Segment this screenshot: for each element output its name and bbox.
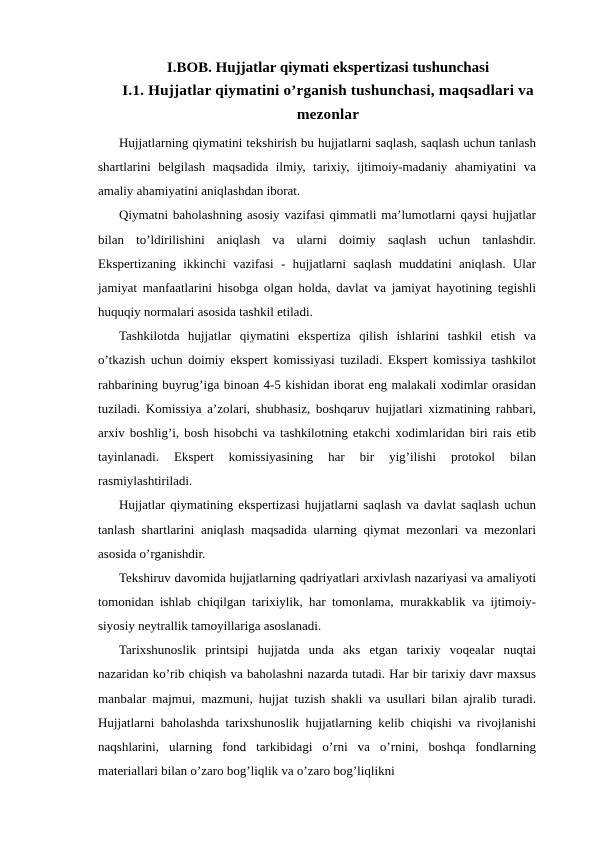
paragraph: Hujjatlarning qiymatini tekshirish bu hujjatlarni saqlash, saqlash uchun tanlash shartlarini belgilash maqsadida ilmiy, tarixiy, ijtimoiy-madaniy ahamiyatini va amaliy ahamiyatini aniqlashdan iborat. xyxy=(98,135,536,199)
paragraph: Tarixshunoslik printsipi hujjatda unda aks etgan tarixiy voqealar nuqtai nazaridan ko’rib chiqish va baholashni nazarda tutadi. Har bir tarixiy davr maxsus manbalar majmui, mazmuni, hujjat tuzish shakli va usullari bilan ajralib turadi. Hujjatlarni baholashda tarixshunoslik hujjatlarning kelib chiqishi va rivojlanishi naqshlarini, ularning fond tarkibidagi o’rni va o’rnini, boshqa fondlarning materiallari bilan o’zaro bog’liqlik va o’zaro bog’liqlikni xyxy=(98,642,536,779)
paragraph: Hujjatlar qiymatining ekspertizasi hujjatlarni saqlash va davlat saqlash uchun tanlash shartlarini aniqlash maqsadida ularning qiymat mezonlari va mezonlari asosida o’rganishdir. xyxy=(98,497,536,561)
paragraph: Qiymatni baholashning asosiy vazifasi qimmatli ma’lumotlarni qaysi hujjatlar bilan to’ldirilishini aniqlash va ularni doimiy saqlash uchun tanlashdir. Ekspertizaning ikkinchi vazifasi - hujjatlarni saqlash muddatini aniqlash. Ular jamiyat manfaatlarini hisobga olgan holda, davlat va jamiyat hayotining tegishli huquqiy normalari asosida tashkil etiladi. xyxy=(98,207,536,320)
body-text xyxy=(98,131,536,783)
section-title: I.1. Hujjatlar qiymatini o’rganish tushunchasi, maqsadlari va mezonlar xyxy=(122,82,534,123)
paragraph: Tashkilotda hujjatlar qiymatini ekspertiza qilish ishlarini tashkil etish va o’tkazish uchun doimiy ekspert komissiyasi tuziladi. Ekspert komissiya tashkilot rahbarining buyrug’iga binoan 4-5 kishidan iborat eng malakali xodimlar orasidan tuziladi. Komissiya a’zolari, shubhasiz, boshqaruv hujjatlari xizmatining rahbari, arxiv boshlig’i, bosh hisobchi va tashkilotning etakchi xodimlaridan biri rais etib tayinlanadi. Ekspert komissiyasining har bir yig’ilishi protokol bilan rasmiylashtiriladi. xyxy=(98,328,536,489)
document-content xyxy=(98,58,537,783)
paragraph: Tekshiruv davomida hujjatlarning qadriyatlari arxivlash nazariyasi va amaliyoti tomonidan ishlab chiqilgan tarixiylik, har tomonlama, murakkablik va ijtimoiy-siyosiy neytrallik tamoyillariga asoslanadi. xyxy=(98,569,536,634)
chapter-title: I.BOB. Hujjatlar qiymati ekspertizasi tushunchasi xyxy=(166,60,490,76)
